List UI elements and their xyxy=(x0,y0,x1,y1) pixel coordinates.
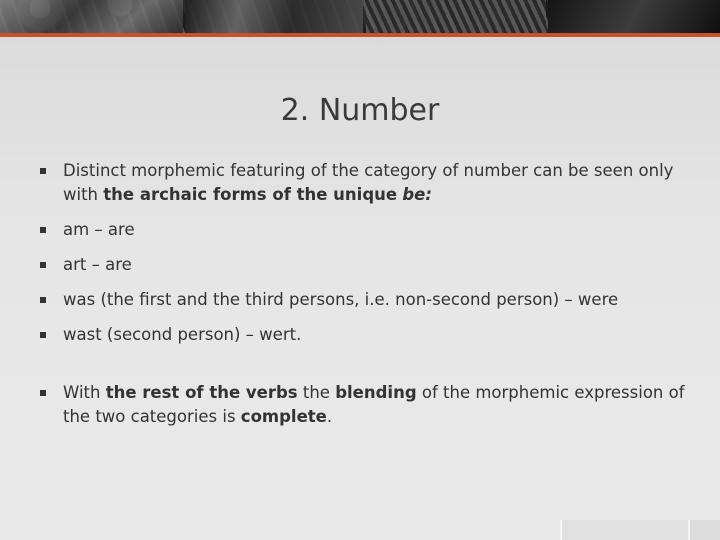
bullet-item xyxy=(38,253,688,277)
banner-image-segment xyxy=(548,0,720,33)
bullet-emphasis: the archaic forms of the unique xyxy=(103,185,398,204)
bullet-text: Distinct morphemic featuring of the category of number can be seen only with xyxy=(63,161,674,204)
footer-decoration xyxy=(0,520,720,540)
bullet-text: . xyxy=(326,407,333,426)
banner-image-segment xyxy=(366,0,546,33)
bullet-text: With xyxy=(63,383,106,402)
bullet-list xyxy=(38,159,688,429)
bullet-text: am – are xyxy=(63,220,135,239)
bullet-item xyxy=(38,381,688,429)
slide-title xyxy=(0,93,720,128)
bullet-emphasis: the rest of the verbs xyxy=(105,383,298,402)
banner-image-segment xyxy=(0,0,183,33)
bullet-text: art – are xyxy=(63,255,132,274)
bullet-item xyxy=(38,218,688,242)
bullet-text: of the morphemic expression of the two categories is xyxy=(63,383,685,426)
footer-bar xyxy=(560,520,688,540)
bullet-emphasis: complete xyxy=(240,407,327,426)
bullet-emphasis-italic: be: xyxy=(402,185,432,204)
header-image-banner xyxy=(0,0,720,33)
bullet-item xyxy=(38,323,688,347)
accent-divider xyxy=(0,33,720,37)
bullet-item xyxy=(38,159,688,207)
bullet-text: was (the first and the third persons, i.e. non-second person) – were xyxy=(63,290,619,309)
bullet-text: the xyxy=(297,383,336,402)
footer-bar xyxy=(688,520,720,540)
bullet-text: wast (second person) – wert. xyxy=(63,325,302,344)
banner-image-segment xyxy=(185,0,363,33)
bullet-emphasis: blending xyxy=(335,383,417,402)
slide-title-text: 2. Number xyxy=(280,93,440,128)
bullet-item xyxy=(38,288,688,312)
